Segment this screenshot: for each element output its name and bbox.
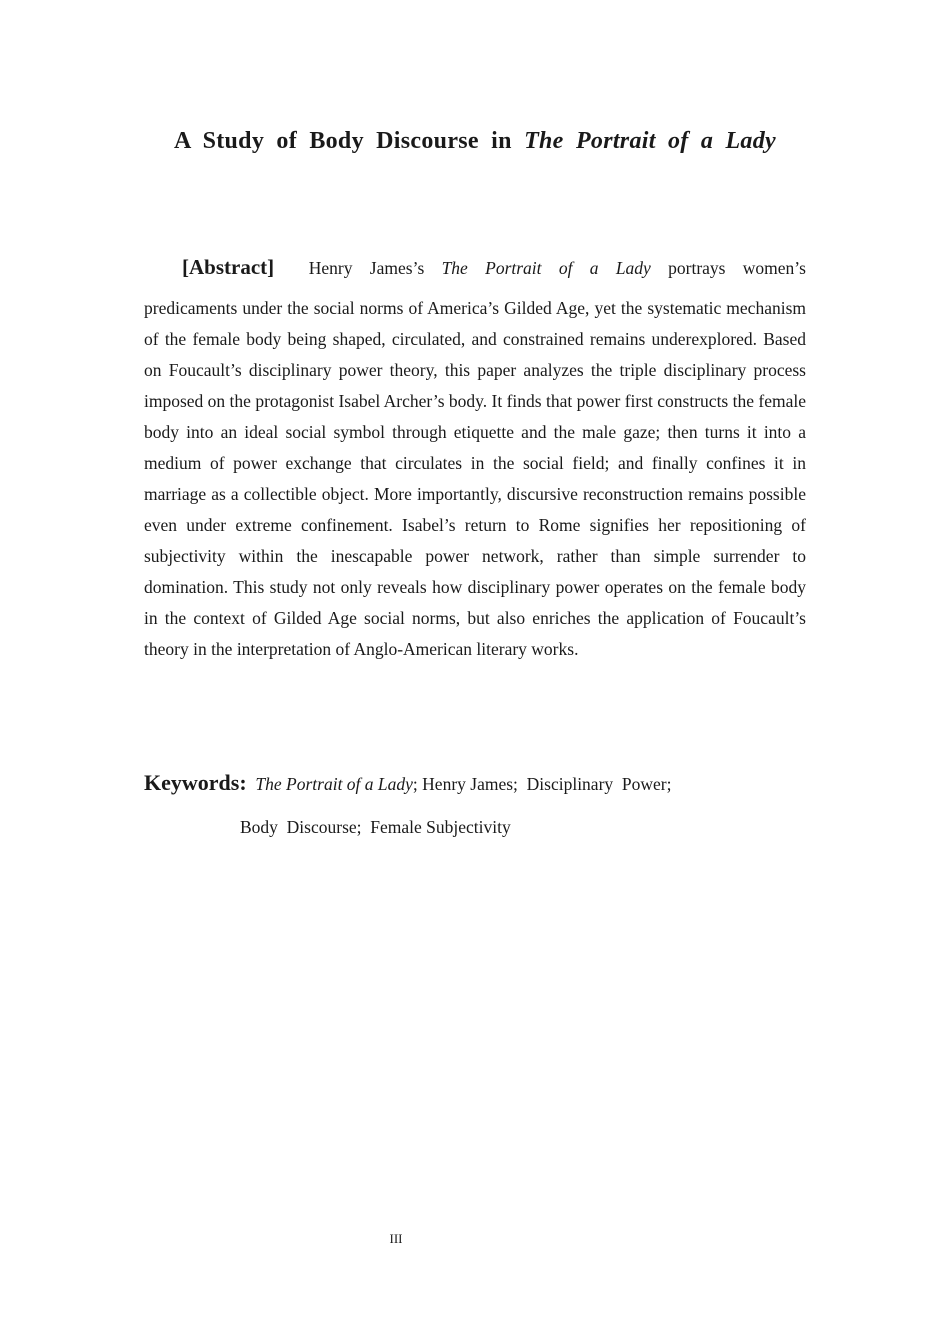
page-number: III	[389, 1231, 403, 1246]
title-prefix: A Study of Body Discourse in	[173, 128, 525, 154]
keywords-label: Keywords:	[144, 770, 247, 795]
keyword-book-name: The Portrait of a Lady	[255, 774, 413, 794]
abstract-section	[144, 250, 806, 665]
keywords-section	[144, 766, 806, 844]
abstract-lead: Henry James’s	[308, 258, 442, 278]
keywords-line1-rest: ; Henry James; Disciplinary Power;	[412, 774, 672, 794]
keywords-line2: Body Discourse; Female Subjectivity	[240, 817, 511, 837]
abstract-body: predicaments under the social norms of America’s Gilded Age, yet the systematic mechanism of the female body being shaped, circulated, and constrained remains underexplored. Based on Foucault’s disciplinary power theory, this paper analyzes the triple disciplinary process imposed on the protagonist Isabel Archer’s body. It finds that power first constructs the female body into an ideal social symbol through etiquette and the male gaze; then turns it into a medium of power exchange that circulates in the social field; and finally confines it in marriage as a collectible object. More importantly, discursive reconstruction remains possible even under extreme confinement. Isabel’s return to Rome signifies her repositioning of subjectivity within the inescapable power network, rather than simple surrender to domination. This study not only reveals how disciplinary power operates on the female body in the context of Gilded Age social norms, but also enriches the application of Foucault’s theory in the interpretation of Anglo-American literary works.	[144, 298, 806, 659]
abstract-lead-tail: portrays women’s	[650, 258, 806, 278]
title-book-name: The Portrait of a Lady	[524, 128, 776, 154]
abstract-label: [Abstract]	[182, 255, 275, 279]
abstract-first-line	[144, 250, 806, 284]
page-title	[0, 124, 950, 158]
abstract-book-name: The Portrait of a Lady	[441, 258, 651, 278]
